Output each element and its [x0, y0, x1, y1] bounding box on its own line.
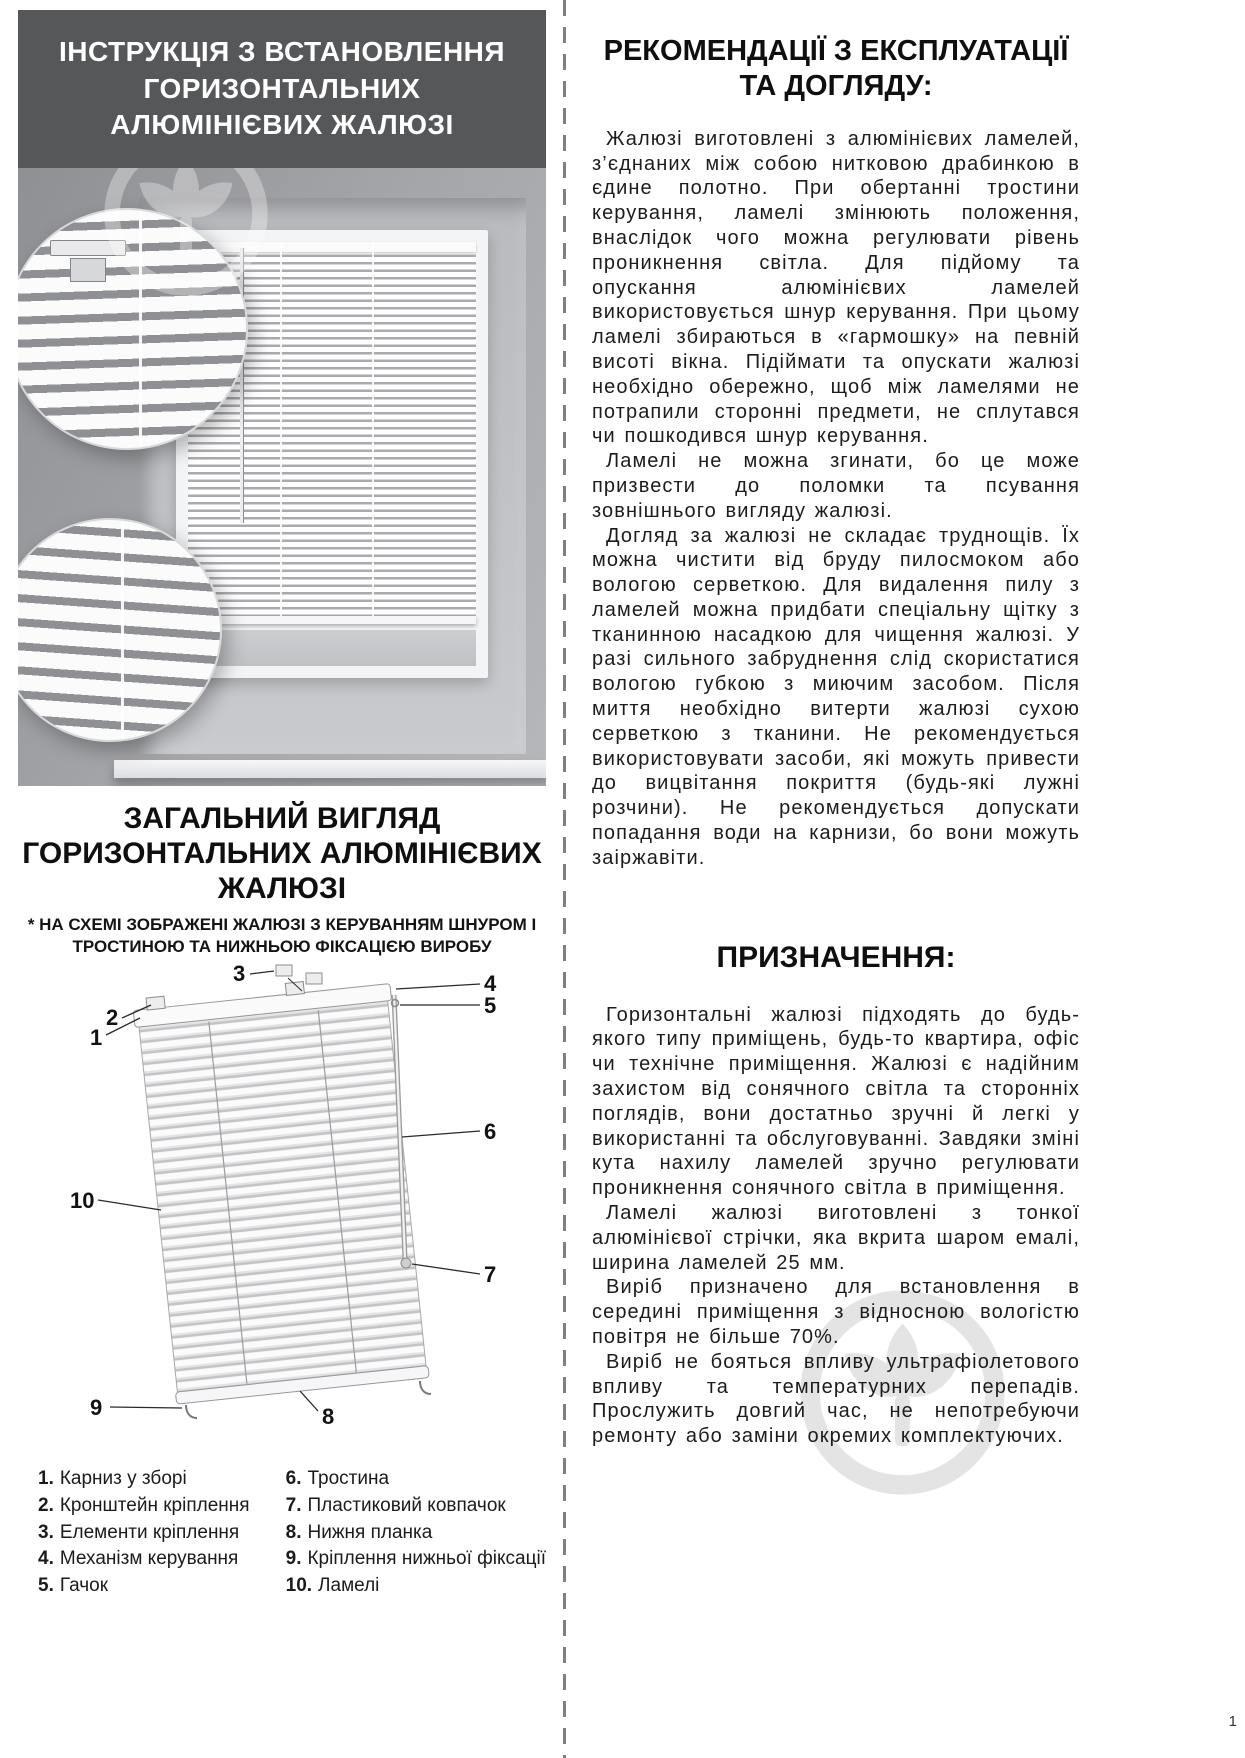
blinds-bottom-rail: [188, 616, 476, 624]
overview-title: ЗАГАЛЬНИЙ ВИГЛЯД ГОРИЗОНТАЛЬНИХ АЛЮМІНІЄВИХ ЖАЛЮЗІ: [22, 802, 542, 905]
legend-item: [38, 1573, 286, 1600]
legend-item: [286, 1520, 546, 1547]
cord-detail: [121, 520, 124, 740]
legend-item: [38, 1493, 286, 1520]
legend-column-right: [286, 1466, 546, 1601]
legend-item: [38, 1520, 286, 1547]
callout-1: 1: [90, 1024, 103, 1050]
legend-number: 7.: [285, 1494, 302, 1516]
legend-label: Кронштейн кріплення: [59, 1494, 250, 1516]
diagram-legend: [18, 1466, 546, 1601]
window-glass: [188, 630, 476, 666]
purpose-title: ПРИЗНАЧЕННЯ:: [716, 940, 956, 974]
legend-number: 5.: [38, 1575, 54, 1597]
right-column: [592, 34, 1080, 1449]
legend-number: 3.: [38, 1521, 54, 1543]
column-divider: [563, 0, 566, 1758]
legend-label: Тростина: [307, 1467, 390, 1489]
purpose-paragraph: Ламелі жалюзі виготовлені з тонкої алюмінієвої стрічки, яка вкрита шаром емалі, ширина ламелей 25 мм.: [592, 1202, 1080, 1274]
callout-5: 5: [484, 992, 497, 1018]
legend-label: Ламелі: [318, 1575, 380, 1597]
legend-number: 10.: [285, 1575, 313, 1597]
cord-detail: [139, 210, 142, 448]
scheme-note: * НА СХЕМІ ЗОБРАЖЕНІ ЖАЛЮЗІ З КЕРУВАННЯМ ШНУРОМ І ТРОСТИНОЮ ТА НИЖНЬОЮ ФІКСАЦІЄЮ ВИРОБУ: [27, 915, 537, 957]
blind-body: [132, 972, 431, 1404]
recommendations-paragraph: Жалюзі виготовлені з алюмінієвих ламелей, з’єднаних між собою нитковою драбинкою в єдине полотно. При обертанні тростини керування, ламелі змінюють положення, внаслідок чого можна регулювати рівень проникнення світла. Для підйому та опускання алюмінієвих ламелей використовується шнур керування. При цьому ламелі збираються в «гармошку» на певній висоті вікна. Підіймати та опускати жалюзі необхідно обережно, щоб між ламелями не потрапили сторонні предмети, не сплутався чи пошкодився шнур керування.: [592, 127, 1080, 448]
callout-7: 7: [484, 1261, 497, 1287]
wand-cap: [401, 1258, 411, 1268]
legend-item: [286, 1573, 546, 1600]
recommendations-title: РЕКОМЕНДАЦІЇ З ЕКСПЛУАТАЦІЇ ТА ДОГЛЯДУ:: [603, 35, 1069, 103]
legend-number: 1.: [38, 1467, 54, 1489]
legend-item: [286, 1466, 546, 1493]
recommendations-paragraph: Догляд за жалюзі не складає труднощів. Їх можна чистити від бруду пилосмоком або вологою серветкою. Для видалення пилу з ламелей можна придбати спеціальну щітку з тканинною насадкою для чищення жалюзі. У разі сильного забруднення слід скористатися вологою губкою з миючим засобом. Після миття необхідно витерти жалюзі сухою серветкою з тканини. Не рекомендується використовувати засоби, які можуть привести до вицвітання покриття (будь-які лужні розчини). Не рекомендується допускати попадання води на карнизи, бо вони можуть заіржавіти.: [592, 524, 1080, 869]
page-number: 1: [1228, 1713, 1237, 1730]
callout-10: 10: [70, 1187, 95, 1213]
legend-number: 8.: [285, 1521, 302, 1543]
left-column: [18, 10, 546, 1600]
legend-number: 4.: [38, 1548, 54, 1570]
legend-column-left: [38, 1466, 286, 1601]
callout-8: 8: [322, 1403, 335, 1429]
instruction-title: ІНСТРУКЦІЯ З ВСТАНОВЛЕННЯ ГОРИЗОНТАЛЬНИХ АЛЮМІНІЄВИХ ЖАЛЮЗІ: [58, 35, 506, 141]
callout-9: 9: [90, 1394, 103, 1420]
legend-label: Нижня планка: [307, 1521, 433, 1543]
callout-2: 2: [106, 1004, 119, 1030]
mount-bracket: [285, 981, 304, 995]
purpose-paragraph: Виріб призначено для встановлення в середині приміщення з відносною вологістю повітря не більше 70%.: [592, 1276, 1080, 1349]
legend-label: Гачок: [59, 1575, 109, 1597]
lamellae: [139, 1000, 426, 1392]
legend-item: [38, 1546, 286, 1573]
callout-4: 4: [484, 970, 497, 996]
window-sill: [114, 760, 546, 778]
legend-number: 6.: [285, 1467, 302, 1489]
legend-label: Карниз у зборі: [59, 1467, 187, 1489]
mount-bracket: [146, 996, 165, 1010]
legend-number: 9.: [285, 1548, 302, 1570]
legend-item: [286, 1546, 546, 1573]
instruction-header: [18, 10, 546, 168]
blinds-headrail: [188, 242, 476, 252]
mechanism-detail: [70, 258, 106, 282]
blinds-diagram: [18, 961, 546, 1466]
legend-label: Пластиковий ковпачок: [307, 1494, 506, 1516]
recommendations-paragraph: Ламелі не можна згинати, бо це може призвести до поломки та псування зовнішнього вигляду жалюзі.: [592, 450, 1080, 522]
legend-number: 2.: [38, 1494, 54, 1516]
legend-item: [286, 1493, 546, 1520]
purpose-paragraph: Горизонтальні жалюзі підходять до будь-якого типу приміщень, будь-то квартира, офіс чи технічне приміщення. Жалюзі є надійним захистом від сонячного світла та сторонніх поглядів, вони достатньо зручні й легкі у використанні та обслуговуванні. Завдяки зміні кута нахилу ламелей зручно регулювати проникнення сонячного світла в приміщення.: [592, 1003, 1080, 1200]
callout-6: 6: [484, 1118, 497, 1144]
purpose-paragraph: Виріб не бояться впливу ультрафіолетового впливу та температурних перепадів. Прослужить довгий час, не непотребуючи ремонту або заміни окремих комплектуючих.: [592, 1350, 1080, 1448]
legend-label: Кріплення нижньої фіксації: [307, 1548, 546, 1570]
legend-label: Елементи кріплення: [59, 1521, 240, 1543]
bracket-detail: [50, 240, 126, 256]
legend-item: [38, 1466, 286, 1493]
blinds-cord: [372, 242, 374, 624]
blinds-cord: [280, 242, 282, 624]
installation-photo: [18, 168, 546, 786]
legend-label: Механізм керування: [59, 1548, 239, 1570]
callout-3: 3: [233, 960, 246, 986]
